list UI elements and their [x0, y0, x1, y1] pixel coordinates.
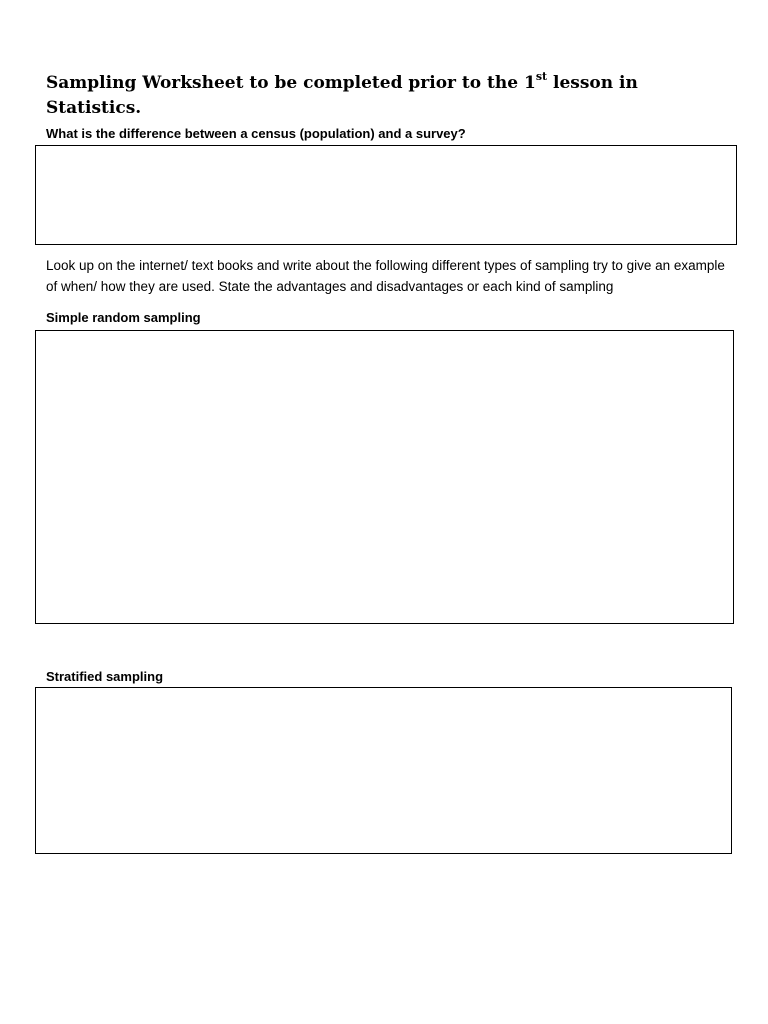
census-survey-question: What is the difference between a census (population) and a survey?	[46, 126, 466, 141]
sampling-instructions: Look up on the internet/ text books and write about the following different types of sampling try to give an example of when/ how they are used. State the advantages and disadvantages or each kind of sampling	[46, 258, 725, 294]
stratified-sampling-heading: Stratified sampling	[46, 669, 164, 684]
census-survey-answer-box[interactable]	[35, 145, 737, 245]
simple-random-sampling-heading: Simple random sampling	[46, 310, 201, 325]
worksheet-title-text-continued: lesson in Statistics.	[46, 73, 638, 118]
worksheet-title-text: Sampling Worksheet to be completed prior to the 1	[46, 73, 536, 93]
worksheet-title	[46, 71, 686, 121]
worksheet-title-superscript: st	[535, 70, 548, 84]
stratified-sampling-answer-box[interactable]	[35, 687, 732, 854]
simple-random-sampling-answer-box[interactable]	[35, 330, 734, 624]
